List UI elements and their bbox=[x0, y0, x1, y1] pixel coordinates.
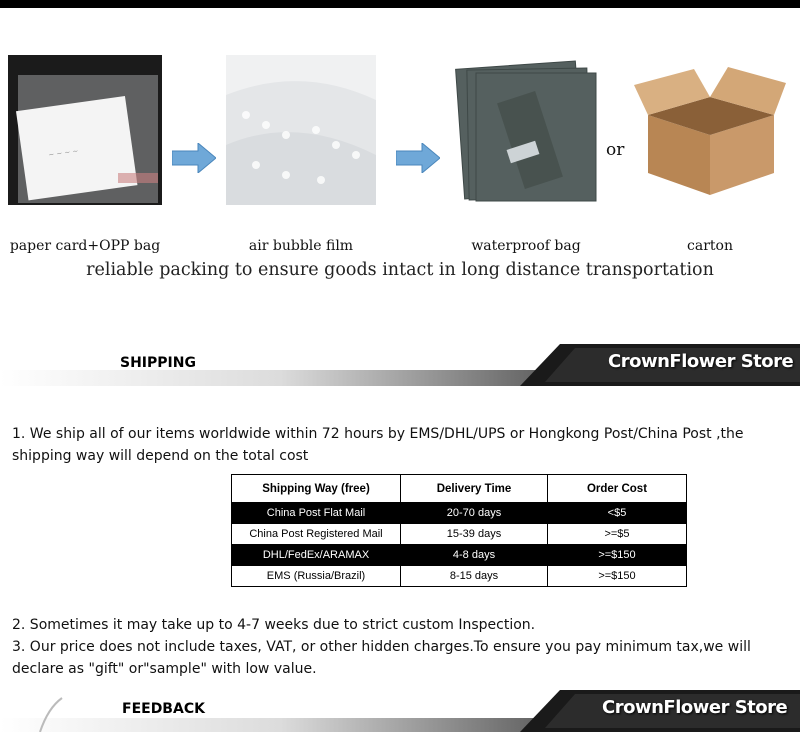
packing-label: air bubble film bbox=[248, 238, 354, 254]
arrow-right-icon bbox=[172, 143, 216, 173]
table-cell: China Post Registered Mail bbox=[232, 524, 401, 545]
packing-label: waterproof bag bbox=[471, 238, 581, 254]
packing-tagline: reliable packing to ensure goods intact in long distance transportation bbox=[86, 260, 714, 280]
table-cell: >=$150 bbox=[548, 545, 687, 566]
table-cell: DHL/FedEx/ARAMAX bbox=[232, 545, 401, 566]
table-header: Order Cost bbox=[548, 475, 687, 503]
table-cell: >=$5 bbox=[548, 524, 687, 545]
packing-label: paper card+OPP bag bbox=[9, 238, 161, 254]
table-cell: 20-70 days bbox=[401, 503, 548, 524]
table-row bbox=[232, 503, 687, 524]
waterproof-bag-image bbox=[450, 55, 602, 205]
feedback-title: FEEDBACK bbox=[122, 701, 205, 717]
table-row bbox=[232, 566, 687, 587]
svg-text:~ ~ ~ ~: ~ ~ ~ ~ bbox=[47, 147, 79, 160]
store-name: CrownFlower Store bbox=[608, 351, 794, 372]
arrow-right-icon bbox=[396, 143, 440, 173]
shipping-point-2: 2. Sometimes it may take up to 4-7 weeks due to strict custom Inspection. bbox=[12, 617, 536, 633]
bubble-film-image bbox=[226, 55, 376, 205]
table-cell: 8-15 days bbox=[401, 566, 548, 587]
shipping-point-3: 3. Our price does not include taxes, VAT, or other hidden charges.To ensure you pay minimum tax,we will declare as "gift" or"sample" with low value. bbox=[12, 639, 751, 677]
table-header: Shipping Way (free) bbox=[232, 475, 401, 503]
table-cell: China Post Flat Mail bbox=[232, 503, 401, 524]
store-name: CrownFlower Store bbox=[602, 697, 788, 718]
table-cell: >=$150 bbox=[548, 566, 687, 587]
packing-label: carton bbox=[687, 238, 733, 254]
shipping-table bbox=[231, 474, 687, 587]
or-text: or bbox=[606, 140, 625, 160]
top-black-strip bbox=[0, 0, 800, 8]
table-cell: EMS (Russia/Brazil) bbox=[232, 566, 401, 587]
shipping-title: SHIPPING bbox=[120, 355, 196, 371]
table-cell: 4-8 days bbox=[401, 545, 548, 566]
feedback-banner bbox=[0, 690, 800, 732]
table-cell: <$5 bbox=[548, 503, 687, 524]
carton-image bbox=[628, 55, 792, 205]
shipping-point-1: 1. We ship all of our items worldwide within 72 hours by EMS/DHL/UPS or Hongkong Post/China Post ,the shipping way will depend on the total cost bbox=[12, 426, 744, 464]
table-cell: 15-39 days bbox=[401, 524, 548, 545]
table-row bbox=[232, 545, 687, 566]
table-row bbox=[232, 524, 687, 545]
table-header: Delivery Time bbox=[401, 475, 548, 503]
opp-bag-image bbox=[8, 55, 162, 205]
shipping-banner bbox=[0, 344, 800, 386]
